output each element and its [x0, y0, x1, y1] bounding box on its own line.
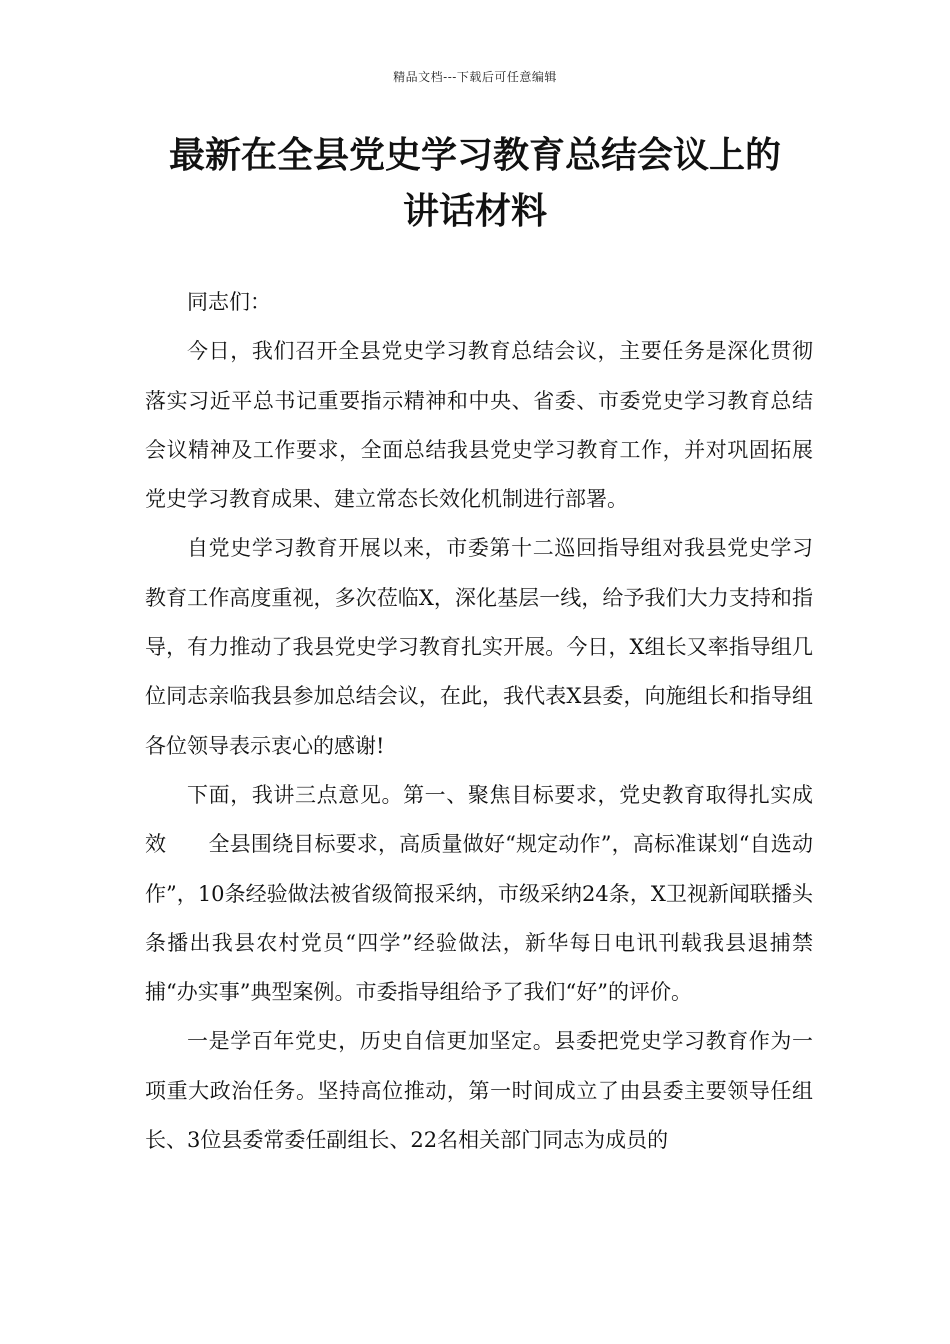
greeting: 同志们： [187, 290, 271, 314]
paragraph-2: 自党史学习教育开展以来，市委第十二巡回指导组对我县党史学习教育工作高度重视，多次莅临X，深化基层一线，给予我们大力支持和指导，有力推动了我县党史学习教育扎实开展。今日，X组长又率指导组几位同志亲临我县参加总结会议，在此，我代表X县委，向施组长和指导组各位领导表示衷心的感谢! [145, 536, 813, 758]
page-header-note: 精品文档---下载后可任意编辑 [393, 70, 557, 84]
document-title [0, 128, 950, 240]
paragraph-3: 下面，我讲三点意见。第一、聚焦目标要求，党史教育取得扎实成效 全县围绕目标要求，高质量做好“规定动作”，高标准谋划“自选动作”，10条经验做法被省级简报采纳，市级采纳24条，X卫视新闻联播头条播出我县农村党员“四学”经验做法，新华每日电讯刊载我县退捕禁捕“办实事”典型案例。市委指导组给予了我们“好”的评价。 [145, 782, 813, 1005]
title-line-2: 讲话材料 [402, 191, 547, 232]
document-body [145, 278, 813, 1165]
paragraph-1: 今日，我们召开全县党史学习教育总结会议，主要任务是深化贯彻落实习近平总书记重要指示精神和中央、省委、市委党史学习教育总结会议精神及工作要求，全面总结我县党史学习教育工作，并对巩固拓展党史学习教育成果、建立常态长效化机制进行部署。 [145, 339, 813, 512]
paragraph-4: 一是学百年党史，历史自信更加坚定。县委把党史学习教育作为一项重大政治任务。坚持高位推动，第一时间成立了由县委主要领导任组长、3位县委常委任副组长、22名相关部门同志为成员的 [145, 1029, 813, 1153]
title-line-1: 最新在全县党史学习教育总结会议上的 [168, 135, 781, 176]
